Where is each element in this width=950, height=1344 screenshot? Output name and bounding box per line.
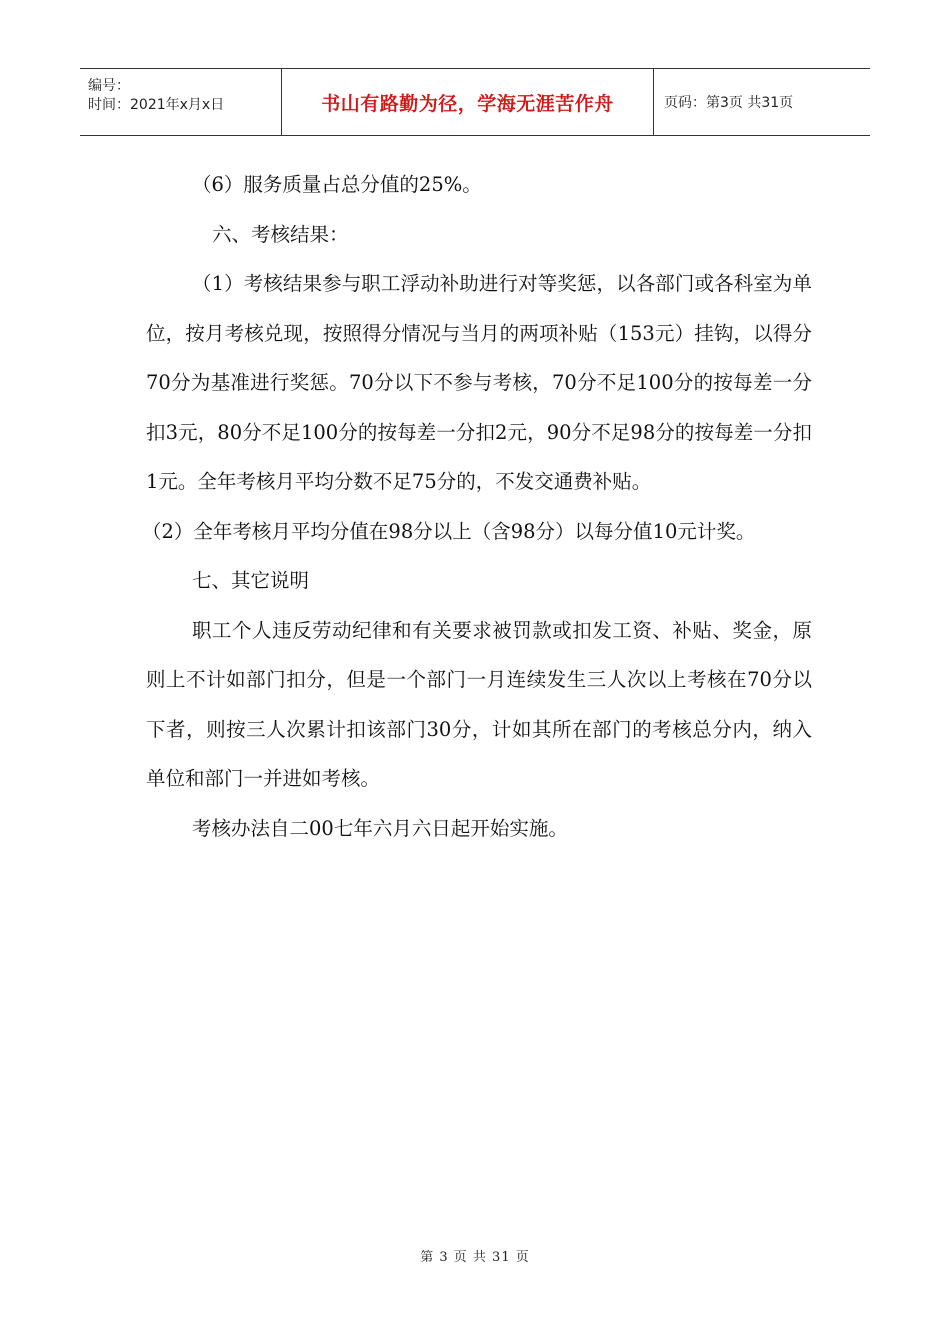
paragraph-service-quality: （6）服务质量占总分值的25%。 <box>192 173 482 196</box>
document-body <box>142 160 812 853</box>
section-heading-other: 七、其它说明 <box>192 569 310 592</box>
paragraph-results-1: （1）考核结果参与职工浮动补助进行对等奖惩，以各部门或各科室为单位，按月考核兑现，按照得分情况与当月的两项补贴（153元）挂钩，以得分70分为基准进行奖惩。70分以下不参与考核，70分不足100分的按每差一分扣3元，80分不足100分的按每差一分扣2元，90分不足98分的按每差一分扣1元。全年考核月平均分数不足75分的，不发交通费补贴。 <box>146 272 812 493</box>
page-footer: 第 3 页 共 31 页 <box>420 1250 530 1265</box>
header-page-info: 页码：第3页 共31页 <box>664 95 794 111</box>
page-header <box>80 68 870 136</box>
paragraph-other-notes: 职工个人违反劳动纪律和有关要求被罚款或扣发工资、补贴、奖金，原则上不计如部门扣分，但是一个部门一月连续发生三人次以上考核在70分以下者，则按三人次累计扣该部门30分，计如其所在部门的考核总分内，纳入单位和部门一并进如考核。 <box>146 618 812 790</box>
number-label: 编号： <box>88 78 130 94</box>
section-heading-results: 六、考核结果： <box>212 222 349 246</box>
header-motto: 书山有路勤为径，学海无涯苦作舟 <box>282 69 654 135</box>
header-meta-cell <box>80 69 282 135</box>
time-label: 时间：2021年x月x日 <box>88 97 225 113</box>
paragraph-results-2: （2）全年考核月平均分值在98分以上（含98分）以每分值10元计奖。 <box>142 519 756 543</box>
paragraph-effective-date: 考核办法自二00七年六月六日起开始实施。 <box>192 816 568 840</box>
